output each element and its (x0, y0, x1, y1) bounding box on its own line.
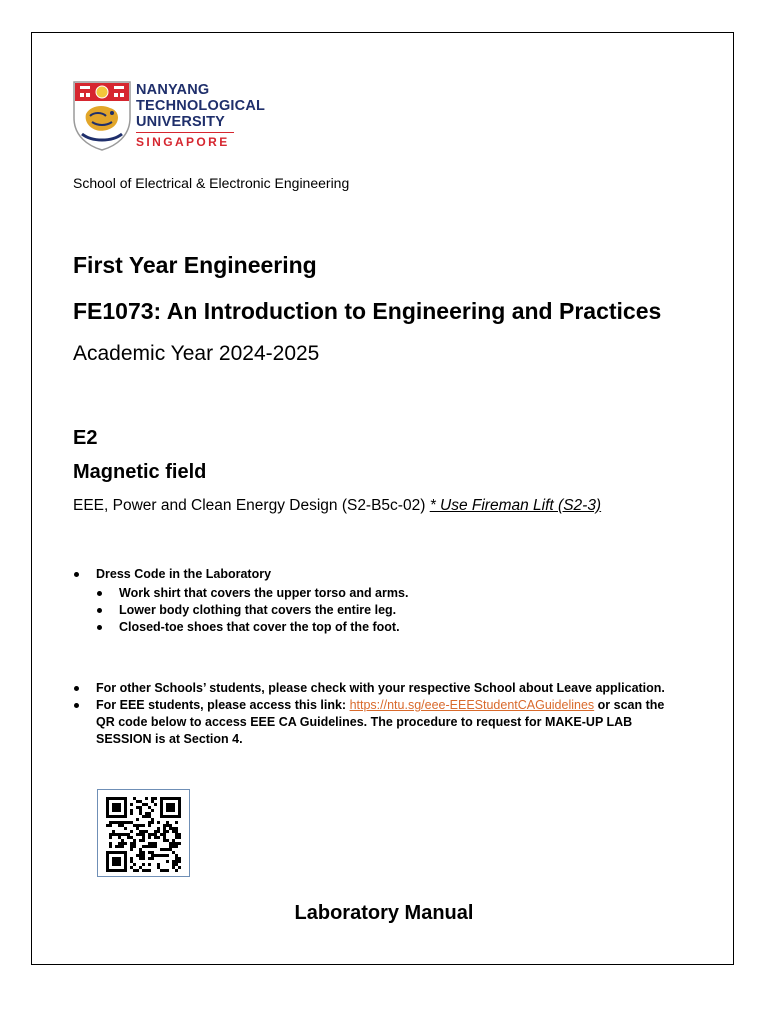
lab-location-text: EEE, Power and Clean Energy Design (S2-B5c-02) (73, 497, 426, 514)
lab-location-note: * Use Fireman Lift (S2-3) (429, 497, 602, 514)
logo-wordmark (136, 82, 265, 130)
academic-year: Academic Year 2024-2025 (73, 342, 320, 365)
logo-singapore: SINGAPORE (136, 135, 230, 149)
school-name: School of Electrical & Electronic Engineering (73, 175, 350, 191)
lab-location (73, 497, 601, 515)
notice-eee-students (73, 697, 673, 748)
dress-code-subitem: Closed-toe shoes that cover the top of the foot. (96, 619, 673, 636)
dress-code-item (73, 566, 673, 636)
logo-line-3: UNIVERSITY (136, 114, 226, 130)
dress-code-list (73, 566, 673, 636)
notice-eee-suffix: or scan the QR code below to access EEE CA Guidelines. The procedure to request for MAKE-UP LAB SESSION is at Section 4. (96, 698, 665, 746)
logo-divider (136, 132, 234, 133)
dress-code-subitem: Work shirt that covers the upper torso and arms. (96, 585, 673, 602)
notice-list (73, 680, 673, 748)
experiment-code: E2 (73, 427, 98, 449)
notice-eee-prefix: For EEE students, please access this link: (96, 698, 350, 712)
ntu-logo (72, 80, 272, 152)
eee-guidelines-link[interactable]: https://ntu.sg/eee-EEEStudentCAGuidelines (349, 698, 595, 712)
logo-line-1: NANYANG (136, 82, 210, 98)
ntu-crest-icon (72, 80, 132, 152)
dress-code-subitem: Lower body clothing that covers the entire leg. (96, 602, 673, 619)
programme-heading: First Year Engineering (73, 252, 317, 278)
qr-code-icon (98, 790, 189, 876)
notice-other-schools: For other Schools’ students, please check with your respective School about Leave application. (73, 680, 673, 697)
dress-code-sublist (96, 585, 673, 636)
course-heading: FE1073: An Introduction to Engineering and Practices (73, 298, 662, 324)
qr-code[interactable] (97, 789, 190, 877)
experiment-title: Magnetic field (73, 461, 207, 483)
logo-line-2: TECHNOLOGICAL (136, 98, 266, 114)
dress-code-title: Dress Code in the Laboratory (96, 567, 272, 581)
manual-title: Laboratory Manual (294, 902, 474, 924)
